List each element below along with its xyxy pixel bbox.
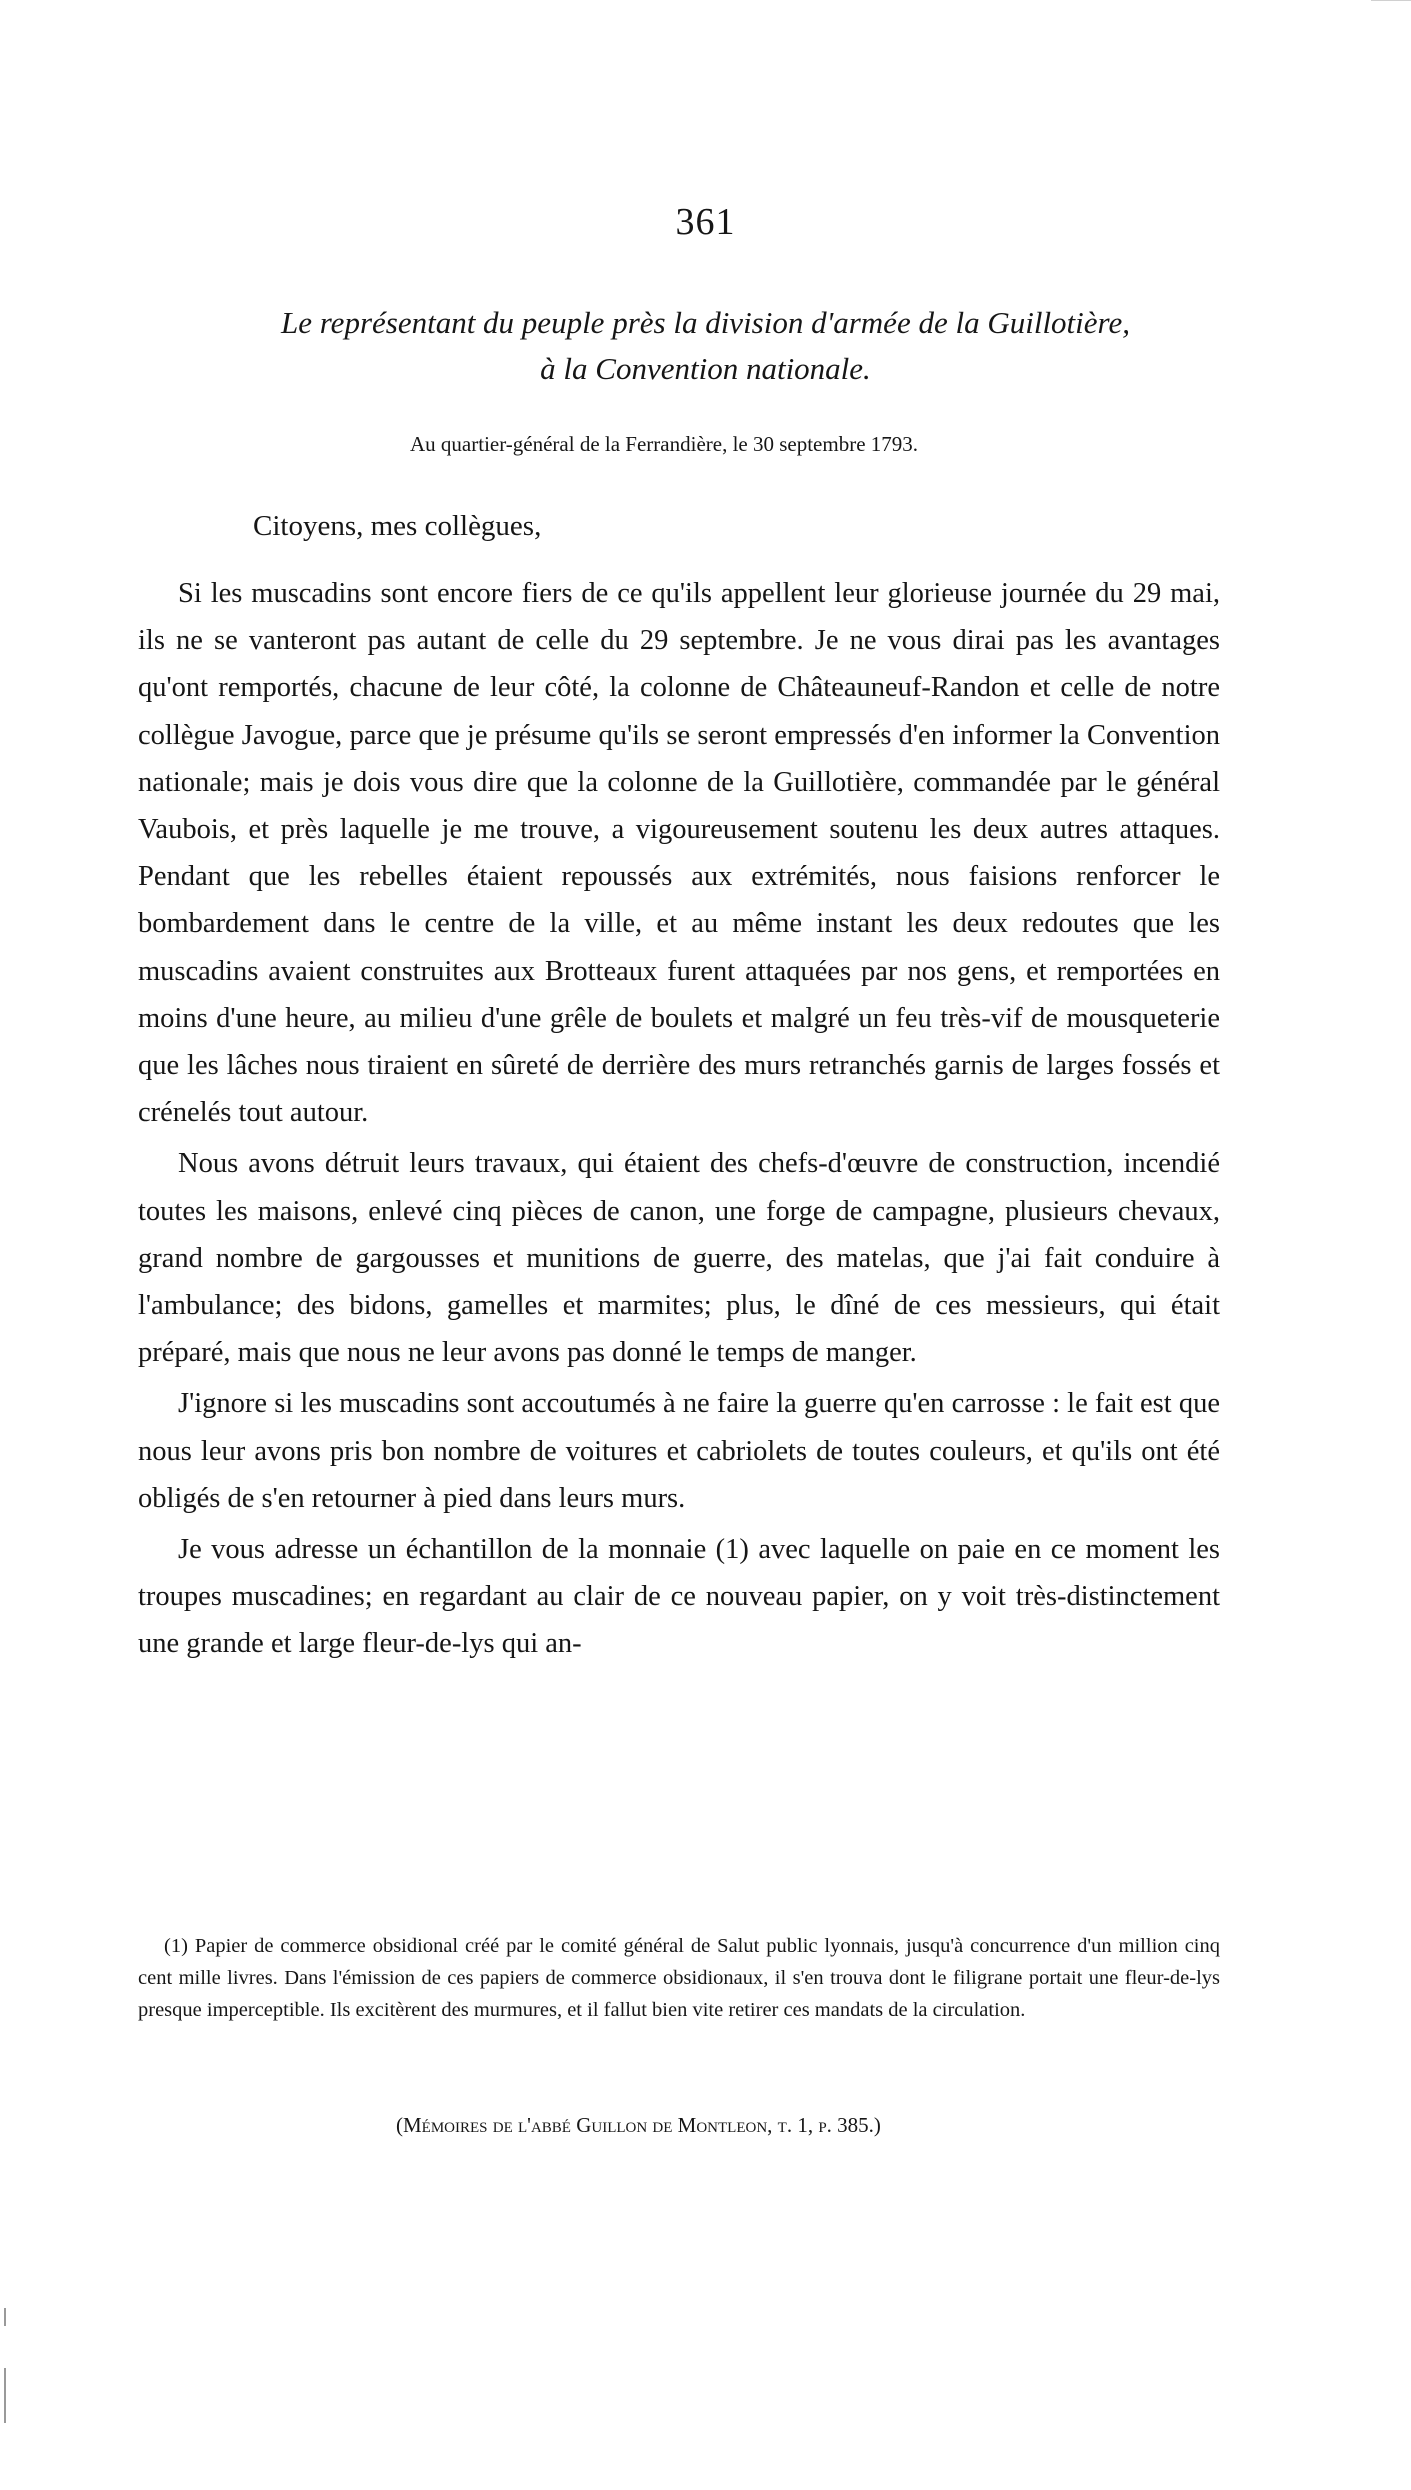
scan-edge-rule <box>1371 0 1411 1</box>
footnote-source: (Mémoires de l'abbé Guillon de Montleon, t. 1, p. 385.) <box>396 2113 881 2137</box>
heading-line-1: Le représentant du peuple près la division d'armée de la Guillotière, <box>281 305 1130 340</box>
footnote: (1) Papier de commerce obsidional créé par le comité général de Salut public lyonnais, jusqu'à concurrence d'un million cinq cent mille livres. Dans l'émission de ces papiers de commerce obsidionaux, il s'en trouva dont le filigrane portait une fleur-de-lys presque imperceptible. Ils excitèrent des murmures, et il fallut bien vite retirer ces mandats de la circulation. <box>138 1935 1220 2021</box>
body-paragraph-3: J'ignore si les muscadins sont accoutumés à ne faire la guerre qu'en carrosse : le fait est que nous leur avons pris bon nombre de voitures et cabriolets de toutes couleurs, et qu'ils ont été obligés de s'en retourner à pied dans leurs murs. <box>138 1388 1220 1514</box>
letter-body <box>138 570 1220 1672</box>
letter-heading <box>150 300 1261 392</box>
dateline: Au quartier-général de la Ferrandière, le 30 septembre 1793. <box>410 432 919 456</box>
body-paragraph-4: Je vous adresse un échantillon de la monnaie (1) avec laquelle on paie en ce moment les troupes muscadines; en regardant au clair de ce nouveau papier, on y voit très-distinctement une grande et large fleur-de-lys qui an- <box>138 1534 1220 1660</box>
body-paragraph-1: Si les muscadins sont encore fiers de ce qu'ils appellent leur glorieuse journée du 29 mai, ils ne se vanteront pas autant de celle du 29 septembre. Je ne vous dirai pas les avantages qu'ont remportés, chacune de leur côté, la colonne de Châteauneuf-Randon et celle de notre collègue Javogue, parce que je présume qu'ils se seront empressés d'en informer la Convention nationale; mais je dois vous dire que la colonne de la Guillotière, commandée par le général Vaubois, et près laquelle je me trouve, a vigoureusement soutenu les deux autres attaques. Pendant que les rebelles étaient repoussés aux extrémités, nous faisions renforcer le bombardement dans le centre de la ville, et au même instant les deux redoutes que les muscadins avaient construites aux Brotteaux furent attaquées par nos gens, et remportées en moins d'une heure, au milieu d'une grêle de boulets et malgré un feu très-vif de mousqueterie que les lâches nous tiraient en sûreté de derrière des murs retranchés garnis de larges fossés et crénelés tout autour. <box>138 578 1220 1129</box>
salutation: Citoyens, mes collègues, <box>253 510 542 542</box>
page-number: 361 <box>675 201 736 243</box>
scan-edge-mark <box>4 2368 6 2423</box>
heading-line-2: à la Convention nationale. <box>540 351 871 386</box>
body-paragraph-2: Nous avons détruit leurs travaux, qui étaient des chefs-d'œuvre de construction, incendié toutes les maisons, enlevé cinq pièces de canon, une forge de campagne, plusieurs chevaux, grand nombre de gargousses et munitions de guerre, des matelas, que j'ai fait conduire à l'ambulance; des bidons, gamelles et marmites; plus, le dîné de ces messieurs, qui était préparé, mais que nous ne leur avons pas donné le temps de manger. <box>138 1148 1220 1369</box>
scan-edge-mark <box>4 2308 6 2326</box>
